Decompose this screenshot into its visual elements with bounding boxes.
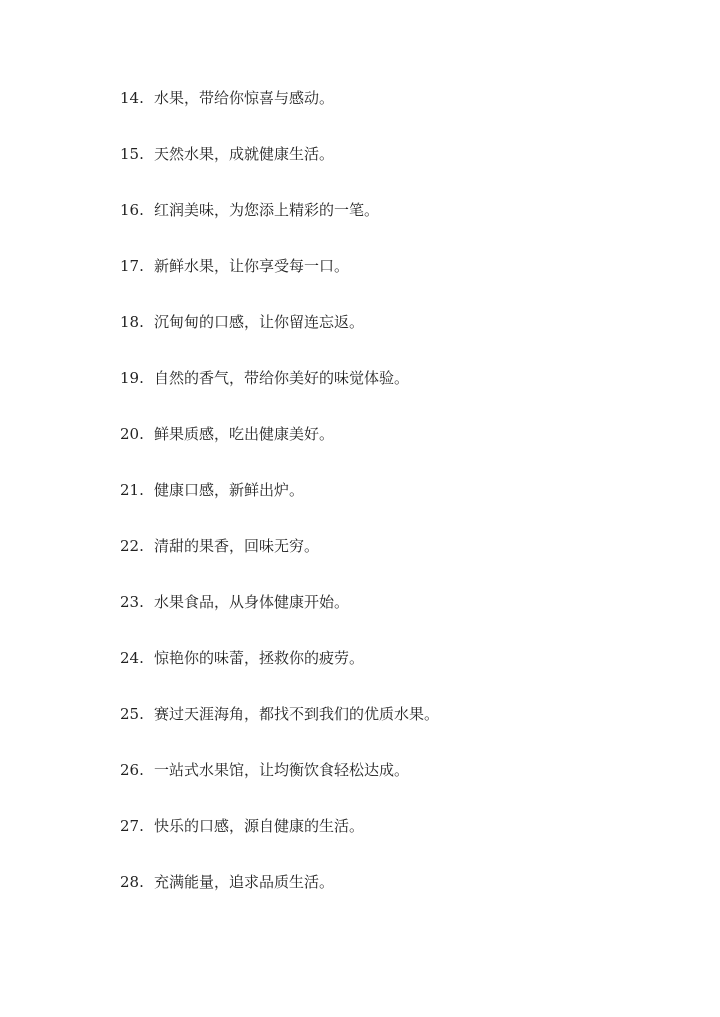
list-item (120, 422, 439, 478)
item-number: 17. (120, 257, 144, 275)
list-item (120, 254, 439, 310)
item-text: 充满能量，追求品质生活。 (154, 873, 335, 891)
item-text: 快乐的口感，源自健康的生活。 (154, 817, 365, 835)
item-text: 一站式水果馆，让均衡饮食轻松达成。 (154, 761, 410, 779)
list-item (120, 870, 439, 926)
item-number: 15. (120, 145, 144, 163)
item-number: 22. (120, 537, 144, 555)
list-item (120, 534, 439, 590)
item-text: 健康口感，新鲜出炉。 (154, 481, 305, 499)
list-item (120, 86, 439, 142)
item-text: 赛过天涯海角，都找不到我们的优质水果。 (154, 705, 440, 723)
item-number: 21. (120, 481, 144, 499)
list-item (120, 646, 439, 702)
item-number: 23. (120, 593, 144, 611)
list-item (120, 478, 439, 534)
item-number: 27. (120, 817, 144, 835)
item-text: 红润美味，为您添上精彩的一笔。 (154, 201, 380, 219)
list-item (120, 758, 439, 814)
item-number: 18. (120, 313, 144, 331)
item-text: 鲜果质感，吃出健康美好。 (154, 425, 335, 443)
list-item (120, 702, 439, 758)
slogan-list (120, 86, 439, 926)
item-number: 25. (120, 705, 144, 723)
list-item (120, 814, 439, 870)
item-number: 28. (120, 873, 144, 891)
item-number: 24. (120, 649, 144, 667)
item-text: 天然水果，成就健康生活。 (154, 145, 335, 163)
list-item (120, 198, 439, 254)
item-text: 沉甸甸的口感，让你留连忘返。 (154, 313, 365, 331)
item-text: 惊艳你的味蕾，拯救你的疲劳。 (154, 649, 365, 667)
list-item (120, 590, 439, 646)
list-item (120, 142, 439, 198)
item-number: 16. (120, 201, 144, 219)
list-item (120, 310, 439, 366)
item-text: 自然的香气，带给你美好的味觉体验。 (154, 369, 410, 387)
item-text: 新鲜水果，让你享受每一口。 (154, 257, 350, 275)
item-text: 水果，带给你惊喜与感动。 (154, 89, 335, 107)
item-number: 14. (120, 89, 144, 107)
item-number: 20. (120, 425, 144, 443)
item-text: 水果食品，从身体健康开始。 (154, 593, 350, 611)
item-text: 清甜的果香，回味无穷。 (154, 537, 320, 555)
list-item (120, 366, 439, 422)
item-number: 19. (120, 369, 144, 387)
item-number: 26. (120, 761, 144, 779)
